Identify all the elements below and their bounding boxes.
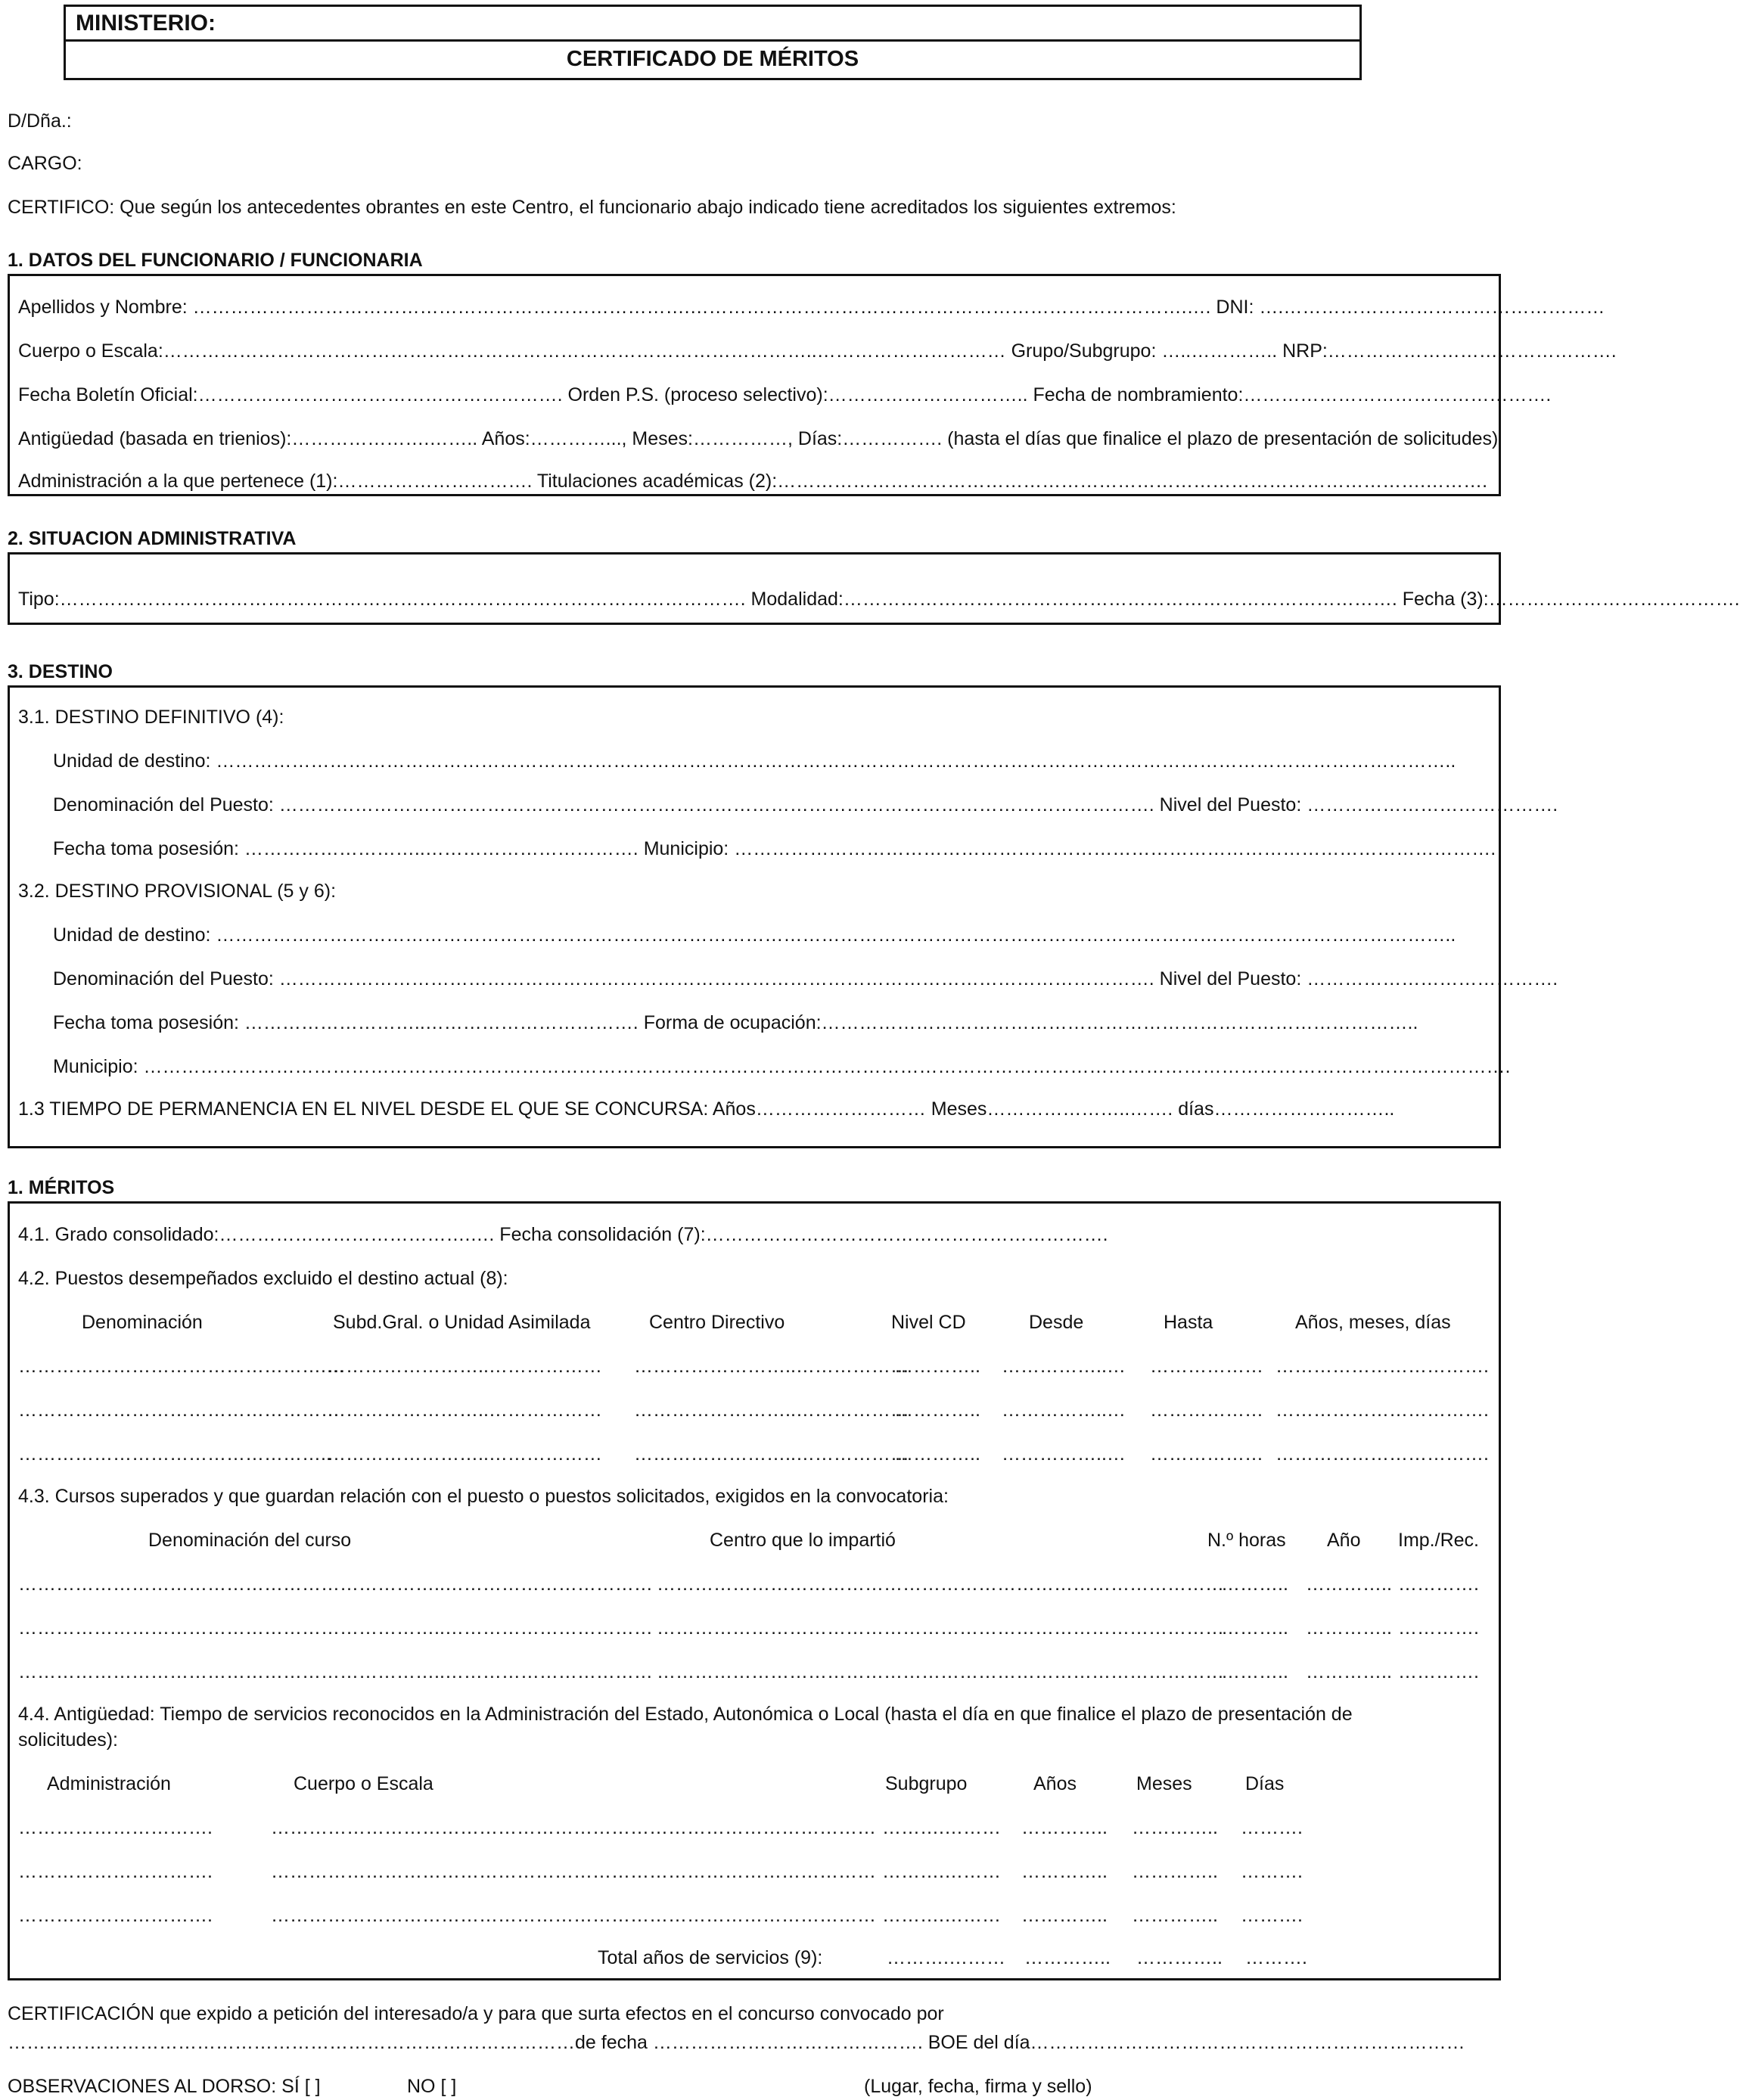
tiempo-permanencia-line: 1.3 TIEMPO DE PERMANENCIA EN EL NIVEL DESDE EL QUE SE CONCURSA: Años……………………… Meses…………………..……. días……………………….. [18, 1098, 1395, 1120]
dona-field: D/Dña.: [8, 110, 72, 132]
cuerpo-line: Cuerpo o Escala:…………………………………………………………………………………………..………………………… Grupo/Subgrupo: …..………….. NRP:………………………………………. [18, 340, 1617, 362]
cursos-col-imp: Imp./Rec. [1398, 1530, 1479, 1551]
def-denominacion-line: Denominación del Puesto: …………………………………………………………………………………………………………………………. Nivel del Puesto: …………………………………. [53, 794, 1558, 815]
puestos-row-2-c3: ……………………..……………… [634, 1399, 909, 1421]
cursos-col-denominacion: Denominación del curso [148, 1530, 352, 1551]
observaciones-si: OBSERVACIONES AL DORSO: SÍ [ ] [8, 2076, 321, 2097]
section3-heading: 3. DESTINO [8, 661, 113, 682]
puestos-row-3-c4: ………….. [894, 1443, 980, 1465]
antiguedad-heading-line2: solicitudes): [18, 1729, 118, 1751]
antig-row-3-c3: ……….……… [882, 1905, 1001, 1926]
puestos-row-3-c7: ……………………………. [1275, 1443, 1489, 1465]
cargo-field: CARGO: [8, 153, 82, 174]
cursos-col-ano: Año [1327, 1530, 1361, 1551]
cursos-row-3-c4: ………….. [1306, 1661, 1392, 1682]
antig-row-1-c4: ………….. [1021, 1817, 1108, 1838]
puestos-row-2-c2: ……………………..……………… [327, 1399, 602, 1421]
puestos-row-1-c2: ……………………..……………… [327, 1356, 602, 1377]
puestos-row-3-c5: ……………..… [1002, 1443, 1126, 1465]
grado-line: 4.1. Grado consolidado:………………………………….…. Fecha consolidación (7):………………………………………………………. [18, 1224, 1108, 1245]
total-anos: ………….. [1024, 1947, 1111, 1968]
cursos-row-3-c2: ……………………………………………………………………………… [657, 1661, 1224, 1682]
cursos-row-1-c5: …………. [1398, 1573, 1479, 1595]
antig-row-1-c5: ………….. [1132, 1817, 1218, 1838]
cursos-row-1-c1: …………………………………………………………..…………………………… [18, 1573, 653, 1595]
antig-row-1-c2: …………………………………………………………………………………… [271, 1817, 876, 1838]
prov-fecha-line: Fecha toma posesión: ………………………..……………………………. Forma de ocupación:………………………………………………………………………………….. [53, 1012, 1418, 1033]
puestos-col-subdireccion: Subd.Gral. o Unidad Asimilada [333, 1312, 591, 1333]
puestos-row-2-c5: ……………..… [1002, 1399, 1126, 1421]
header-divider [64, 39, 1362, 42]
puestos-row-3-c3: ……………………..……………… [634, 1443, 909, 1465]
total-dias: ………. [1245, 1947, 1307, 1968]
prov-denominacion-line: Denominación del Puesto: …………………………………………………………………………………………………………………………. Nivel del Puesto: …………………………………. [53, 968, 1558, 989]
cursos-row-2-c4: ………….. [1306, 1617, 1392, 1639]
ministerio-label: MINISTERIO: [76, 11, 216, 36]
antig-row-2-c2: …………………………………………………………………………………… [271, 1861, 876, 1882]
antig-row-3-c1: …………………………. [18, 1905, 213, 1926]
antig-row-1-c3: ……….……… [882, 1817, 1001, 1838]
apellidos-line: Apellidos y Nombre: …………………………………………………………………….…………………………………………………………………….…. DNI: ….…………………………………………… [18, 297, 1605, 318]
puestos-row-3-c6: ……………… [1150, 1443, 1263, 1465]
cursos-row-3-c5: …………. [1398, 1661, 1479, 1682]
antig-col-subgrupo: Subgrupo [885, 1773, 968, 1794]
puestos-col-denominacion: Denominación [82, 1312, 203, 1333]
total-meses: ………….. [1136, 1947, 1223, 1968]
prov-municipio-line: Municipio: ………………………………………………………………………………………………………………………………………………………………………………………………. [53, 1056, 1511, 1077]
cursos-row-2-c5: …………. [1398, 1617, 1479, 1639]
puestos-row-2-c1: …………………………………………… [18, 1399, 340, 1421]
cursos-row-2-c1: …………………………………………………………..…………………………… [18, 1617, 653, 1639]
def-unidad-line: Unidad de destino: …………………………………………………………………………………………………………………………………………………………………………….. [53, 750, 1456, 772]
cursos-row-1-c4: ………….. [1306, 1573, 1392, 1595]
certificacion-line2: ………………………………………………………………………………de fecha ……………………………………. BOE del día…………………………………………………………… [8, 2032, 1465, 2053]
antig-col-meses: Meses [1136, 1773, 1192, 1794]
destino-provisional-heading: 3.2. DESTINO PROVISIONAL (5 y 6): [18, 881, 337, 902]
cursos-row-3-c1: …………………………………………………………..…………………………… [18, 1661, 653, 1682]
total-servicios-label: Total años de servicios (9): [598, 1947, 823, 1968]
destino-definitivo-heading: 3.1. DESTINO DEFINITIVO (4): [18, 707, 284, 728]
observaciones-no: NO [ ] [407, 2076, 457, 2097]
antig-col-dias: Días [1245, 1773, 1285, 1794]
antig-row-3-c2: …………………………………………………………………………………… [271, 1905, 876, 1926]
antiguedad-line: Antigüedad (basada en trienios):………………….…….. Años:…………..., Meses:……………, Días:……………. (hasta el días que finalice el plazo de presentación de solicitudes) [18, 428, 1499, 449]
cursos-row-2-c2: ……………………………………………………………………………… [657, 1617, 1224, 1639]
antig-row-3-c6: ………. [1241, 1905, 1303, 1926]
antig-row-3-c4: ………….. [1021, 1905, 1108, 1926]
antig-row-1-c6: ………. [1241, 1817, 1303, 1838]
lugar-fecha-firma: (Lugar, fecha, firma y sello) [864, 2076, 1092, 2097]
cursos-heading: 4.3. Cursos superados y que guardan relación con el puesto o puestos solicitados, exigidos en la convocatoria: [18, 1486, 949, 1507]
antig-row-1-c1: …………………………. [18, 1817, 213, 1838]
puestos-row-1-c4: ………….. [894, 1356, 980, 1377]
puestos-col-nivel: Nivel CD [891, 1312, 966, 1333]
antig-row-2-c4: ………….. [1021, 1861, 1108, 1882]
puestos-col-hasta: Hasta [1164, 1312, 1213, 1333]
cursos-row-1-c3: ……….. [1221, 1573, 1288, 1595]
cursos-col-horas: N.º horas [1207, 1530, 1286, 1551]
prov-unidad-line: Unidad de destino: …………………………………………………………………………………………………………………………………………………………………………….. [53, 924, 1456, 946]
puestos-row-3-c1: ………………………………………….. [18, 1443, 331, 1465]
puestos-heading: 4.2. Puestos desempeñados excluido el destino actual (8): [18, 1268, 508, 1289]
document-title: CERTIFICADO DE MÉRITOS [566, 47, 859, 71]
puestos-row-1-c5: ……………..… [1002, 1356, 1126, 1377]
section4-heading: 1. MÉRITOS [8, 1177, 115, 1198]
section1-heading: 1. DATOS DEL FUNCIONARIO / FUNCIONARIA [8, 250, 423, 271]
puestos-row-2-c6: ……………… [1150, 1399, 1263, 1421]
def-fecha-line: Fecha toma posesión: ………………………..……………………………. Municipio: …………………………………………………………………………………………………………. [53, 838, 1496, 859]
section2-heading: 2. SITUACION ADMINISTRATIVA [8, 528, 297, 549]
puestos-col-desde: Desde [1029, 1312, 1084, 1333]
puestos-row-3-c2: ……………………..……………… [327, 1443, 602, 1465]
puestos-col-centro: Centro Directivo [649, 1312, 785, 1333]
tipo-line: Tipo:………………………………………………………………………………………………. Modalidad:……………………………………………………………………………. Fecha (3):…………………………………. [18, 589, 1740, 610]
certifico-text: CERTIFICO: Que según los antecedentes obrantes en este Centro, el funcionario abajo indicado tiene acreditados los siguientes extremos: [8, 197, 1176, 218]
cursos-row-3-c3: ……….. [1221, 1661, 1288, 1682]
puestos-row-2-c4: ………….. [894, 1399, 980, 1421]
puestos-row-1-c7: ……………………………. [1275, 1356, 1489, 1377]
puestos-row-2-c7: ……………………………. [1275, 1399, 1489, 1421]
antig-row-2-c6: ………. [1241, 1861, 1303, 1882]
antiguedad-heading-line1: 4.4. Antigüedad: Tiempo de servicios reconocidos en la Administración del Estado, Autonómica o Local (hasta el día en que finalice el plazo de presentación de [18, 1704, 1353, 1725]
cursos-row-1-c2: ……………………………………………………………………………… [657, 1573, 1224, 1595]
certificacion-line1: CERTIFICACIÓN que expido a petición del interesado/a y para que surta efectos en el concurso convocado por [8, 2003, 944, 2024]
fecha-boletin-line: Fecha Boletín Oficial:…………………………………………………. Orden P.S. (proceso selectivo):………………………….. Fecha de nombramiento:…………………………………………. [18, 384, 1552, 405]
antig-row-2-c1: …………………………. [18, 1861, 213, 1882]
antig-row-3-c5: ………….. [1132, 1905, 1218, 1926]
puestos-row-1-c3: ……………………..……………… [634, 1356, 909, 1377]
antig-row-2-c5: ………….. [1132, 1861, 1218, 1882]
total-subgrupo: ……….……… [887, 1947, 1005, 1968]
antig-col-administracion: Administración [47, 1773, 171, 1794]
cursos-row-2-c3: ……….. [1221, 1617, 1288, 1639]
puestos-row-1-c1: ………………………………………….… [18, 1356, 345, 1377]
antig-row-2-c3: ……….……… [882, 1861, 1001, 1882]
puestos-row-1-c6: ……………… [1150, 1356, 1263, 1377]
cursos-col-centro: Centro que lo impartió [710, 1530, 896, 1551]
antig-col-anos: Años [1033, 1773, 1077, 1794]
antig-col-cuerpo: Cuerpo o Escala [294, 1773, 433, 1794]
puestos-col-tiempo: Años, meses, días [1295, 1312, 1451, 1333]
administracion-line: Administración a la que pertenece (1):…………………………. Titulaciones académicas (2):………………………………………………………………………………………….………. [18, 471, 1488, 492]
